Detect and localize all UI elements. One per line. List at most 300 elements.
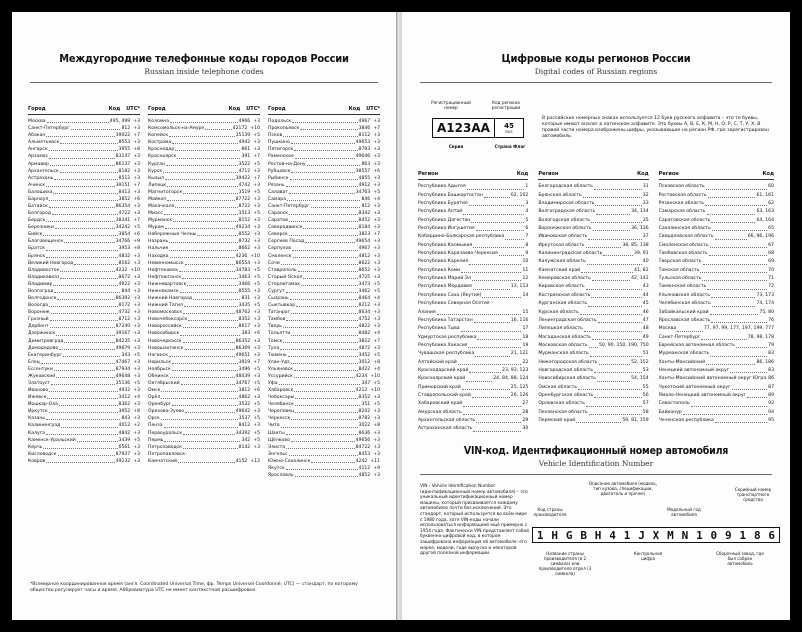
city-codes bbox=[356, 458, 380, 465]
utc-offset: +3 bbox=[133, 140, 140, 146]
city-name: Раменское bbox=[268, 154, 294, 160]
phone-code: 4752 bbox=[358, 317, 371, 323]
license-plate bbox=[432, 118, 524, 138]
city-codes bbox=[116, 345, 140, 352]
city-codes bbox=[239, 316, 260, 323]
phone-code: 8634 bbox=[358, 310, 371, 316]
city-name: Чита bbox=[268, 423, 280, 429]
region-code: 33 bbox=[642, 201, 649, 207]
city-name: Пушкино bbox=[268, 140, 290, 146]
city-name: Подольск bbox=[268, 119, 292, 125]
phone-column bbox=[28, 106, 140, 479]
region-code: 79 bbox=[768, 342, 775, 348]
leader-dots bbox=[468, 342, 521, 348]
region-name: Новосибирская область bbox=[538, 376, 596, 382]
utc-offset: +3 bbox=[373, 204, 380, 210]
table-row bbox=[148, 408, 260, 415]
leader-dots bbox=[188, 316, 237, 321]
region-code: 5 bbox=[525, 217, 529, 223]
region-code: 26, 126 bbox=[510, 392, 529, 398]
utc-offset: +3 bbox=[373, 211, 380, 217]
city-codes bbox=[356, 139, 380, 146]
region-code: 86 bbox=[768, 376, 775, 382]
utc-offset: +3 bbox=[253, 373, 260, 379]
table-row bbox=[268, 295, 380, 302]
phone-code: 8184 bbox=[358, 225, 371, 231]
phone-code: 4932 bbox=[118, 388, 131, 394]
leader-dots bbox=[473, 242, 524, 248]
region-code: 50, 90, 150, 190, 750 bbox=[598, 342, 649, 348]
table-row bbox=[28, 153, 140, 160]
leader-dots bbox=[169, 245, 237, 250]
region-code: 23, 93, 123 bbox=[502, 367, 529, 373]
plate-region bbox=[495, 122, 523, 134]
leader-dots bbox=[193, 295, 240, 300]
leader-dots bbox=[197, 231, 237, 236]
leader-dots bbox=[578, 384, 642, 390]
utc-offset: +3 bbox=[373, 140, 380, 146]
phone-code: 35139 bbox=[235, 133, 251, 139]
leader-dots bbox=[591, 217, 642, 223]
city-codes bbox=[359, 338, 380, 345]
phone-code: 4872 bbox=[358, 345, 371, 351]
leader-dots bbox=[711, 292, 755, 298]
leader-dots bbox=[576, 417, 621, 423]
utc-offset: +3 bbox=[133, 458, 140, 464]
phone-code: 3463 bbox=[238, 274, 251, 280]
city-codes bbox=[116, 373, 140, 380]
table-row bbox=[268, 210, 380, 217]
city-codes bbox=[239, 394, 260, 401]
phone-code: 4966 bbox=[238, 119, 251, 125]
phone-code: 4112 bbox=[358, 465, 371, 471]
leader-dots bbox=[594, 183, 642, 189]
utc-offset: +7 bbox=[253, 154, 260, 160]
leader-dots bbox=[187, 281, 237, 286]
leader-dots bbox=[46, 430, 118, 435]
phone-code: 8362 bbox=[118, 402, 131, 408]
region-code: 11 bbox=[522, 267, 529, 273]
region-name: Тверская область bbox=[658, 259, 702, 265]
table-row bbox=[418, 183, 528, 191]
utc-offset: +8 bbox=[373, 423, 380, 429]
phone-code: 49642 bbox=[235, 409, 251, 415]
city-name: Санкт-Петербург bbox=[28, 126, 70, 132]
city-codes bbox=[119, 387, 140, 394]
region-code: 58 bbox=[642, 409, 649, 415]
phone-code: 8162 bbox=[118, 260, 131, 266]
table-row bbox=[659, 192, 774, 200]
city-name: Ессентуки bbox=[28, 366, 53, 372]
header-codes bbox=[349, 106, 380, 113]
region-name: Тамбовская область bbox=[658, 251, 708, 257]
header-code: Код bbox=[348, 106, 361, 112]
region-name: Кировская область bbox=[538, 284, 585, 290]
plate-region-rus: RUS bbox=[505, 130, 513, 134]
region-code: 59, 81, 159 bbox=[622, 417, 649, 423]
right-header bbox=[402, 52, 790, 83]
region-name: Республика Марий Эл bbox=[418, 276, 471, 282]
table-row bbox=[268, 352, 380, 359]
vin-char: 9 bbox=[725, 528, 732, 542]
region-code: 16, 116 bbox=[510, 317, 529, 323]
city-codes bbox=[119, 316, 140, 323]
city-codes bbox=[116, 217, 140, 224]
leader-dots bbox=[172, 401, 237, 406]
utc-offset: +5 bbox=[373, 380, 380, 386]
phone-code: 844 bbox=[121, 288, 131, 294]
city-codes bbox=[239, 210, 260, 217]
region-code: 44 bbox=[642, 292, 649, 298]
table-row bbox=[28, 295, 140, 302]
region-name: Чувашская республика bbox=[418, 351, 475, 357]
table-row bbox=[418, 267, 528, 275]
city-codes bbox=[239, 387, 260, 394]
city-codes bbox=[239, 189, 260, 196]
leader-dots bbox=[505, 233, 524, 239]
city-codes bbox=[359, 210, 380, 217]
leader-dots bbox=[183, 444, 238, 449]
phone-code: 812 bbox=[121, 126, 131, 132]
table-row bbox=[659, 225, 774, 233]
city-name: Армавир bbox=[28, 161, 49, 167]
table-row bbox=[268, 430, 380, 437]
table-row bbox=[28, 210, 140, 217]
phone-code: 4234 bbox=[355, 373, 368, 379]
table-row bbox=[28, 125, 140, 132]
right-page bbox=[402, 12, 790, 620]
table-row bbox=[538, 192, 648, 200]
region-name: Липецкая область bbox=[538, 326, 583, 332]
city-codes bbox=[359, 253, 380, 260]
city-name: Жуковский bbox=[28, 373, 56, 379]
leader-dots bbox=[286, 182, 358, 187]
phone-code: 8672 bbox=[118, 274, 131, 280]
phone-code: 342 bbox=[241, 437, 251, 443]
leader-dots bbox=[586, 283, 642, 289]
utc-offset: +3 bbox=[133, 430, 140, 436]
city-name: Череповец bbox=[268, 409, 295, 415]
table-row bbox=[148, 260, 260, 267]
utc-offset: +3 bbox=[373, 395, 380, 401]
region-code: 6 bbox=[525, 226, 529, 232]
vin-char: 1 bbox=[696, 528, 703, 542]
region-code: 66, 96, 196 bbox=[747, 234, 775, 240]
leader-dots bbox=[55, 224, 115, 229]
utc-offset: +3 bbox=[253, 260, 260, 266]
utc-offset: +3 bbox=[373, 274, 380, 280]
leader-dots bbox=[588, 233, 641, 239]
utc-offset: +3 bbox=[133, 373, 140, 379]
city-name: Ярославль bbox=[268, 472, 294, 478]
city-codes bbox=[119, 175, 140, 182]
table-row bbox=[418, 417, 528, 425]
utc-offset: +3 bbox=[253, 232, 260, 238]
city-codes bbox=[119, 401, 140, 408]
city-codes bbox=[239, 359, 260, 366]
header-code: Код bbox=[762, 171, 775, 177]
table-row bbox=[418, 283, 528, 291]
table-row bbox=[268, 444, 380, 451]
table-row bbox=[28, 323, 140, 330]
table-row bbox=[659, 367, 774, 375]
vin-label-model-year: Модельный год автомобиля bbox=[667, 507, 701, 517]
city-name: Сызрань bbox=[268, 296, 289, 302]
utc-offset: +7 bbox=[133, 133, 140, 139]
utc-offset: +7 bbox=[373, 232, 380, 238]
city-name: Абакан bbox=[28, 133, 46, 139]
table-row bbox=[148, 394, 260, 401]
plate-label-region: Код региона регистрации bbox=[491, 100, 521, 110]
table-row bbox=[659, 384, 774, 392]
utc-offset: +3 bbox=[133, 260, 140, 266]
header-utc: UTC* bbox=[246, 106, 260, 112]
table-row bbox=[148, 458, 260, 465]
city-name: Самара bbox=[268, 196, 287, 202]
phone-code: 351 bbox=[361, 402, 371, 408]
table-row bbox=[148, 146, 260, 153]
city-codes bbox=[119, 394, 140, 401]
city-codes bbox=[110, 118, 140, 125]
region-name: Кемеровская область bbox=[538, 276, 591, 282]
phone-code: 86554 bbox=[235, 260, 251, 266]
table-row bbox=[538, 375, 648, 383]
region-name: Белгородская область bbox=[538, 184, 594, 190]
table-row bbox=[28, 352, 140, 359]
phone-code: 4922 bbox=[118, 281, 131, 287]
city-name: Южно-Сахалинск bbox=[268, 458, 311, 464]
table-row bbox=[28, 182, 140, 189]
table-row bbox=[148, 274, 260, 281]
phone-code: 8617 bbox=[238, 324, 251, 330]
phone-code: 3522 bbox=[238, 161, 251, 167]
table-row bbox=[538, 400, 648, 408]
leader-dots bbox=[166, 161, 237, 166]
table-row bbox=[148, 139, 260, 146]
leader-dots bbox=[587, 258, 642, 264]
region-name: Забайкальский край bbox=[658, 309, 709, 315]
plate-label-series: Серия bbox=[448, 144, 464, 149]
region-name: Сахалинская область bbox=[658, 226, 711, 232]
region-column bbox=[538, 170, 648, 434]
table-row bbox=[538, 367, 648, 375]
leader-dots bbox=[476, 225, 525, 231]
phone-code: 4912 bbox=[358, 182, 371, 188]
leader-dots bbox=[161, 387, 237, 392]
region-column bbox=[659, 170, 774, 434]
leader-dots bbox=[184, 302, 238, 307]
table-row bbox=[659, 359, 774, 367]
city-name: Рязань bbox=[268, 182, 285, 188]
utc-offset: +5 bbox=[133, 352, 140, 358]
city-codes bbox=[359, 422, 380, 429]
region-code: 30 bbox=[522, 426, 529, 432]
phone-code: 4732 bbox=[118, 310, 131, 316]
region-name: Чеченская республика bbox=[658, 417, 714, 423]
leader-dots bbox=[179, 267, 235, 272]
table-row bbox=[659, 309, 774, 317]
utc-offset: +2 bbox=[133, 423, 140, 429]
table-row bbox=[28, 253, 140, 260]
city-name: Октябрьский bbox=[148, 380, 180, 386]
city-name: Смоленск bbox=[268, 253, 292, 259]
vin-char: N bbox=[681, 528, 689, 542]
table-row bbox=[148, 217, 260, 224]
region-name: Алтайский край bbox=[418, 359, 457, 365]
utc-offset: +5 bbox=[253, 366, 260, 372]
utc-offset: +3 bbox=[373, 310, 380, 316]
table-row bbox=[268, 451, 380, 458]
utc-offset: +4 bbox=[373, 366, 380, 372]
region-code: 02, 102 bbox=[510, 192, 529, 198]
utc-offset: +3 bbox=[253, 246, 260, 252]
phone-code: 34763 bbox=[355, 189, 371, 195]
leader-dots bbox=[295, 472, 358, 477]
leader-dots bbox=[703, 258, 768, 264]
city-name: Сергиев Посад bbox=[268, 239, 305, 245]
leader-dots bbox=[469, 200, 525, 206]
leader-dots bbox=[283, 323, 358, 328]
leader-dots bbox=[467, 183, 525, 189]
region-code: 12 bbox=[522, 276, 529, 282]
phone-code: 3953 bbox=[118, 246, 131, 252]
leader-dots bbox=[475, 350, 510, 356]
leader-dots bbox=[311, 458, 354, 463]
city-name: Великий Новгород bbox=[28, 260, 74, 266]
region-name: Тюменская область bbox=[658, 284, 707, 290]
city-codes bbox=[239, 161, 260, 168]
city-name: Псков bbox=[268, 133, 283, 139]
city-name: Нефтеюганск bbox=[148, 274, 182, 280]
table-row bbox=[268, 245, 380, 252]
phone-code-columns bbox=[28, 106, 380, 479]
table-row bbox=[268, 217, 380, 224]
city-codes bbox=[236, 408, 260, 415]
phone-code: 8712 bbox=[118, 317, 131, 323]
city-name: Хабаровск bbox=[268, 388, 294, 394]
city-codes bbox=[236, 267, 260, 274]
city-name: Махачкала bbox=[148, 204, 175, 210]
table-row bbox=[268, 274, 380, 281]
city-name: Прокопьевск bbox=[268, 126, 300, 132]
phone-code: 49679 bbox=[115, 345, 131, 351]
header-codes bbox=[109, 106, 140, 113]
city-name: Кызыл bbox=[148, 175, 164, 181]
phone-code: 812 bbox=[361, 204, 371, 210]
table-row bbox=[659, 325, 774, 333]
utc-offset: +3 bbox=[373, 430, 380, 436]
city-codes bbox=[239, 182, 260, 189]
utc-offset: +3 bbox=[253, 324, 260, 330]
table-row bbox=[538, 300, 648, 308]
city-codes bbox=[236, 175, 260, 182]
leader-dots bbox=[183, 338, 235, 343]
city-name: Златоуст bbox=[28, 380, 51, 386]
city-name: Волгоград bbox=[28, 288, 54, 294]
city-name: Липецк bbox=[148, 182, 167, 188]
city-name: Благовещенск bbox=[28, 239, 64, 245]
region-code: 24, 84, 88, 124 bbox=[493, 376, 529, 382]
city-codes bbox=[359, 430, 380, 437]
leader-dots bbox=[49, 408, 118, 413]
utc-offset: +5 bbox=[373, 288, 380, 294]
leader-dots bbox=[592, 275, 630, 281]
utc-offset: +3 bbox=[133, 388, 140, 394]
table-row bbox=[268, 359, 380, 366]
phone-code: 4862 bbox=[238, 395, 251, 401]
city-name: Тула bbox=[268, 345, 280, 351]
table-row bbox=[268, 422, 380, 429]
table-row bbox=[268, 401, 380, 408]
utc-offset: +3 bbox=[133, 154, 140, 160]
city-name: Салават bbox=[268, 189, 288, 195]
utc-offset: +3 bbox=[133, 359, 140, 365]
city-name: Саранск bbox=[268, 211, 289, 217]
city-name: Шахты bbox=[268, 430, 285, 436]
table-row bbox=[538, 334, 648, 342]
page-subtitle: Russian inside telephone codes bbox=[144, 67, 264, 76]
city-name: Калининград bbox=[28, 423, 61, 429]
leader-dots bbox=[599, 359, 631, 365]
utc-offset: +4 bbox=[373, 196, 380, 202]
phone-code: 39422 bbox=[235, 175, 251, 181]
utc-offset: +5 bbox=[373, 281, 380, 287]
table-row bbox=[148, 387, 260, 394]
city-codes bbox=[239, 281, 260, 288]
table-row bbox=[28, 401, 140, 408]
table-row bbox=[418, 400, 528, 408]
leader-dots bbox=[586, 400, 642, 406]
table-row bbox=[28, 366, 140, 373]
phone-code: 391 bbox=[241, 154, 251, 160]
leader-dots bbox=[303, 274, 357, 279]
city-codes bbox=[236, 338, 260, 345]
vin-char: 4 bbox=[609, 528, 616, 542]
phone-code: 3466 bbox=[238, 281, 251, 287]
divider bbox=[420, 82, 772, 83]
region-name: Республика Карачаево-Черкесия bbox=[418, 251, 498, 257]
vin-char: J bbox=[638, 528, 645, 542]
region-code: 75, 80 bbox=[759, 309, 775, 315]
city-codes bbox=[233, 125, 260, 132]
leader-dots bbox=[307, 161, 361, 166]
city-name: Улан-Удэ bbox=[268, 359, 290, 365]
city-name: Братск bbox=[28, 246, 45, 252]
city-name: Астрахань bbox=[28, 175, 54, 181]
table-row bbox=[148, 330, 260, 337]
city-name: Первоуральск bbox=[148, 430, 183, 436]
city-name: Барнаул bbox=[28, 196, 49, 202]
region-code: 69 bbox=[768, 259, 775, 265]
phone-code: 8412 bbox=[238, 423, 251, 429]
leader-dots bbox=[584, 325, 642, 331]
region-name: Красноярский край bbox=[418, 376, 466, 382]
city-name: Балашиха bbox=[28, 189, 53, 195]
table-row bbox=[659, 283, 774, 291]
region-code: 46 bbox=[642, 309, 649, 315]
region-name: Республика Карелия bbox=[418, 259, 469, 265]
region-name: Ульяновская область bbox=[658, 292, 711, 298]
leader-dots bbox=[64, 238, 114, 243]
leader-dots bbox=[291, 437, 355, 442]
city-name: Уссурийск bbox=[268, 373, 293, 379]
page-subtitle: Digital codes of Russian regions bbox=[534, 67, 658, 76]
vin-diagram bbox=[532, 477, 782, 587]
region-code: 65 bbox=[768, 226, 775, 232]
leader-dots bbox=[293, 253, 358, 258]
leader-dots bbox=[182, 274, 237, 279]
city-name: Дербент bbox=[28, 324, 49, 330]
